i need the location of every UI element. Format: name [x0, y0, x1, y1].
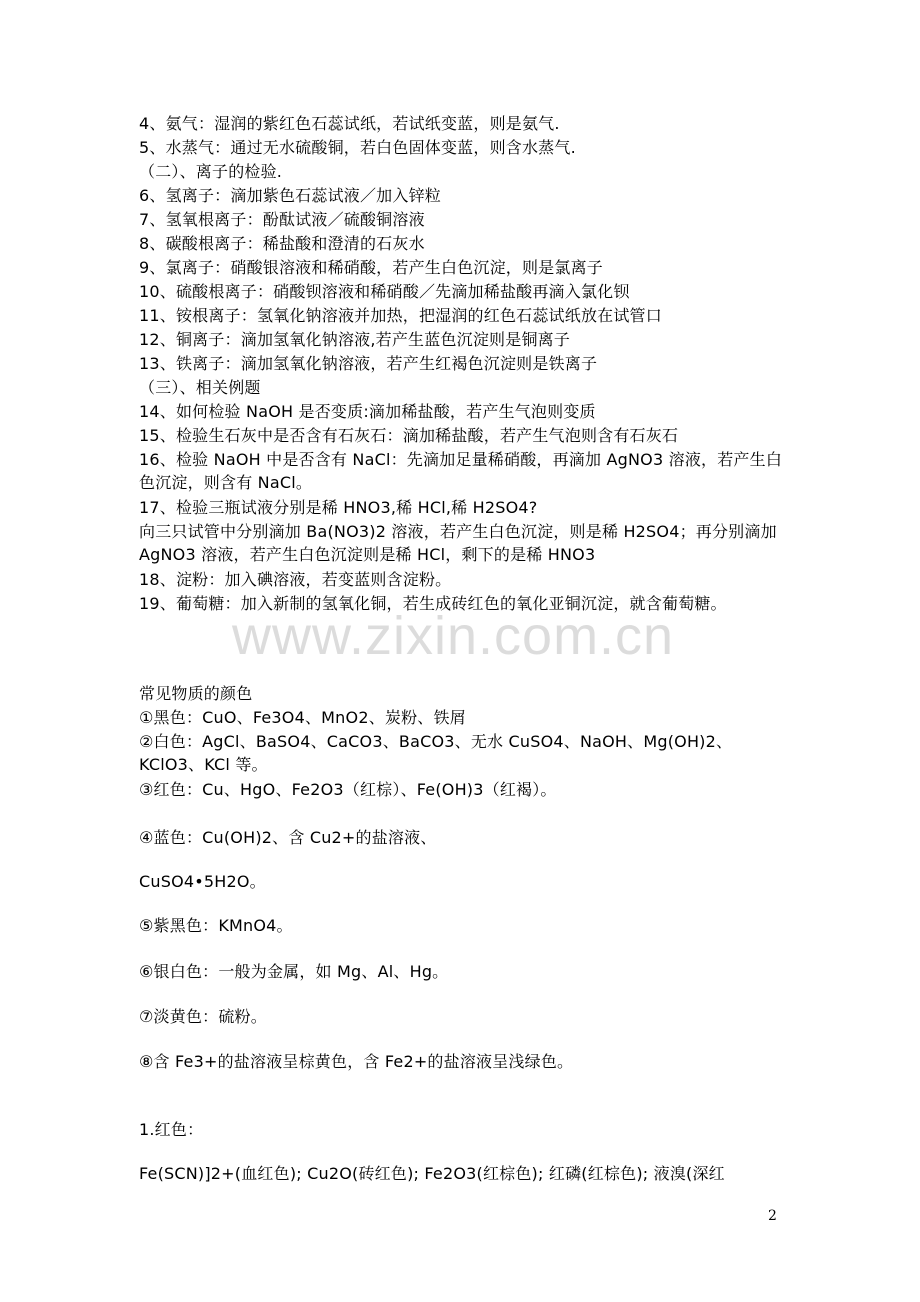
text-line-iron-ion: 13、铁离子：滴加氢氧化钠溶液，若产生红褐色沉淀则是铁离子 — [139, 354, 598, 373]
text-line-blue: ④蓝色：Cu(OH)2、含 Cu2+的盐溶液、 — [139, 828, 437, 847]
text-paragraph-example-17-answer: 向三只试管中分别滴加 Ba(NO3)2 溶液，若产生白色沉淀，则是稀 H2SO4；再分别滴加 AgNO3 溶液，若产生白色沉淀则是稀 HCl，剩下的是稀 HNO3 — [139, 522, 777, 564]
text-line-black: ①黑色：CuO、Fe3O4、MnO2、炭粉、铁屑 — [139, 708, 466, 727]
text-line-silver-white: ⑥银白色：一般为金属，如 Mg、Al、Hg。 — [139, 962, 449, 981]
text-line-example-17: 17、检验三瓶试液分别是稀 HNO3,稀 HCl,稀 H2SO4? — [139, 498, 538, 517]
text-line-purple-black: ⑤紫黑色：KMnO4。 — [139, 916, 293, 935]
text-line-red: ③红色：Cu、HgO、Fe2O3（红棕）、Fe(OH)3（红褐）。 — [139, 780, 557, 799]
text-line-red-substances: Fe(SCN)]2+(血红色); Cu2O(砖红色); Fe2O3(红棕色); 红磷(红棕色); 液溴(深红 — [139, 1164, 725, 1183]
text-line-hydroxide-ion: 7、氢氧根离子：酚酞试液／硫酸铜溶液 — [139, 210, 425, 229]
text-paragraph-glucose: 19、葡萄糖：加入新制的氢氧化铜，若生成砖红色的氧化亚铜沉淀，就含葡萄糖。 — [139, 594, 727, 613]
text-line-copper-sulfate: CuSO4•5H2O。 — [139, 872, 266, 891]
text-line-pale-yellow: ⑦淡黄色：硫粉。 — [139, 1007, 267, 1026]
page-number: 2 — [768, 1208, 777, 1224]
section-heading-ion-test: （二）、离子的检验. — [139, 162, 283, 181]
section-heading-colors: 常见物质的颜色 — [139, 684, 253, 703]
text-line-starch: 18、淀粉：加入碘溶液，若变蓝则含淀粉。 — [139, 570, 452, 589]
text-line-sulfate-ion: 10、硫酸根离子：硝酸钡溶液和稀硝酸／先滴加稀盐酸再滴入氯化钡 — [139, 282, 630, 301]
text-line-hydrogen-ion: 6、氢离子：滴加紫色石蕊试液／加入锌粒 — [139, 186, 441, 205]
text-line-copper-ion: 12、铜离子：滴加氢氧化钠溶液,若产生蓝色沉淀则是铜离子 — [139, 330, 571, 349]
text-line-ammonium-ion: 11、铵根离子：氢氧化钠溶液并加热，把湿润的红色石蕊试纸放在试管口 — [139, 306, 662, 325]
text-line-chloride-ion: 9、氯离子：硝酸银溶液和稀硝酸，若产生白色沉淀，则是氯离子 — [139, 258, 603, 277]
text-line-red-heading: 1.红色： — [139, 1120, 204, 1139]
text-line-water-vapor: 5、水蒸气：通过无水硫酸铜，若白色固体变蓝，则含水蒸气. — [139, 138, 576, 157]
text-line-example-15: 15、检验生石灰中是否含有石灰石：滴加稀盐酸，若产生气泡则含有石灰石 — [139, 426, 679, 445]
text-line-iron-solutions: ⑧含 Fe3+的盐溶液呈棕黄色，含 Fe2+的盐溶液呈浅绿色。 — [139, 1052, 574, 1071]
text-paragraph-example-16: 16、检验 NaOH 中是否含有 NaCl：先滴加足量稀硝酸，再滴加 AgNO3 溶液，若产生白色沉淀，则含有 NaCl。 — [139, 450, 783, 492]
text-line-example-14: 14、如何检验 NaOH 是否变质:滴加稀盐酸，若产生气泡则变质 — [139, 402, 596, 421]
section-heading-examples: （三）、相关例题 — [139, 378, 261, 397]
text-line-ammonia: 4、氨气：湿润的紫红色石蕊试纸，若试纸变蓝，则是氨气. — [139, 114, 560, 133]
text-line-carbonate-ion: 8、碳酸根离子：稀盐酸和澄清的石灰水 — [139, 234, 425, 253]
watermark: www.zixin.com.cn — [232, 606, 675, 666]
text-paragraph-white: ②白色：AgCl、BaSO4、CaCO3、BaCO3、无水 CuSO4、NaOH、Mg(OH)2、KClO3、KCl 等。 — [139, 732, 733, 774]
